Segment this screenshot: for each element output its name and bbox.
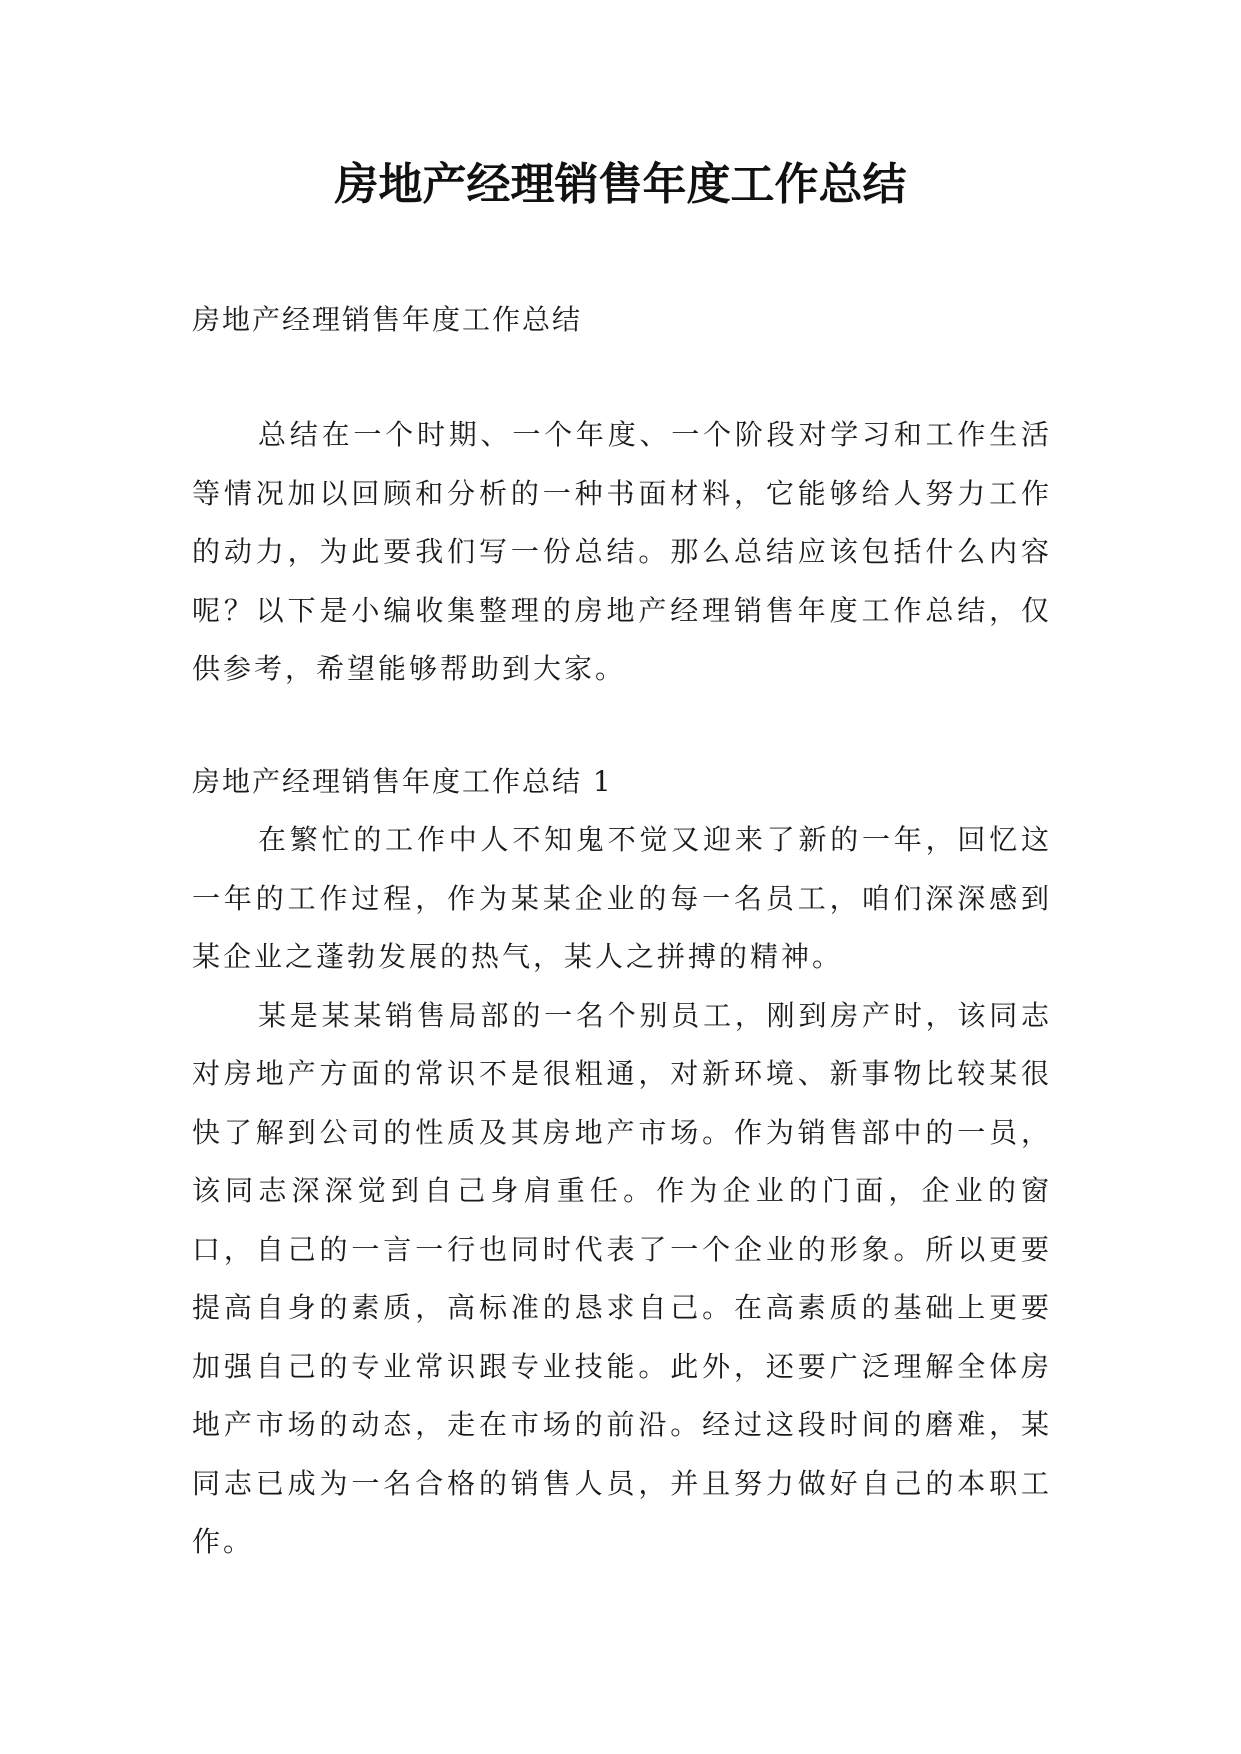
section-heading: 房地产经理销售年度工作总结 1 [192,764,613,798]
body-paragraph: 在繁忙的工作中人不知鬼不觉又迎来了新的一年，回忆这一年的工作过程，作为某某企业的每一名员工，咱们深深感到某企业之蓬勃发展的热气，某人之拼搏的精神。 [192,823,1052,973]
spacer [192,350,1052,406]
document-title: 房地产经理销售年度工作总结 [334,159,907,210]
spacer [192,699,1052,753]
document-subtitle: 房地产经理销售年度工作总结 [192,303,583,336]
document-body [192,290,1052,1572]
body-paragraph: 某是某某销售局部的一名个别员工，刚到房产时，该同志对房地产方面的常识不是很粗通，对新环境、新事物比较某很快了解到公司的性质及其房地产市场。作为销售部中的一员，该同志深深觉到自己身肩重任。作为企业的门面，企业的窗口，自己的一言一行也同时代表了一个企业的形象。所以更要提高自身的素质，高标准的恳求自己。在高素质的基础上更要加强自己的专业常识跟专业技能。此外，还要广泛理解全体房地产市场的动态，走在市场的前沿。经过这段时间的磨难，某同志已成为一名合格的销售人员，并且努力做好自己的本职工作。 [192,998,1052,1558]
intro-paragraph: 总结在一个时期、一个年度、一个阶段对学习和工作生活等情况加以回顾和分析的一种书面材料，它能够给人努力工作的动力，为此要我们写一份总结。那么总结应该包括什么内容呢？以下是小编收集整理的房地产经理销售年度工作总结，仅供参考，希望能够帮助到大家。 [192,418,1052,685]
